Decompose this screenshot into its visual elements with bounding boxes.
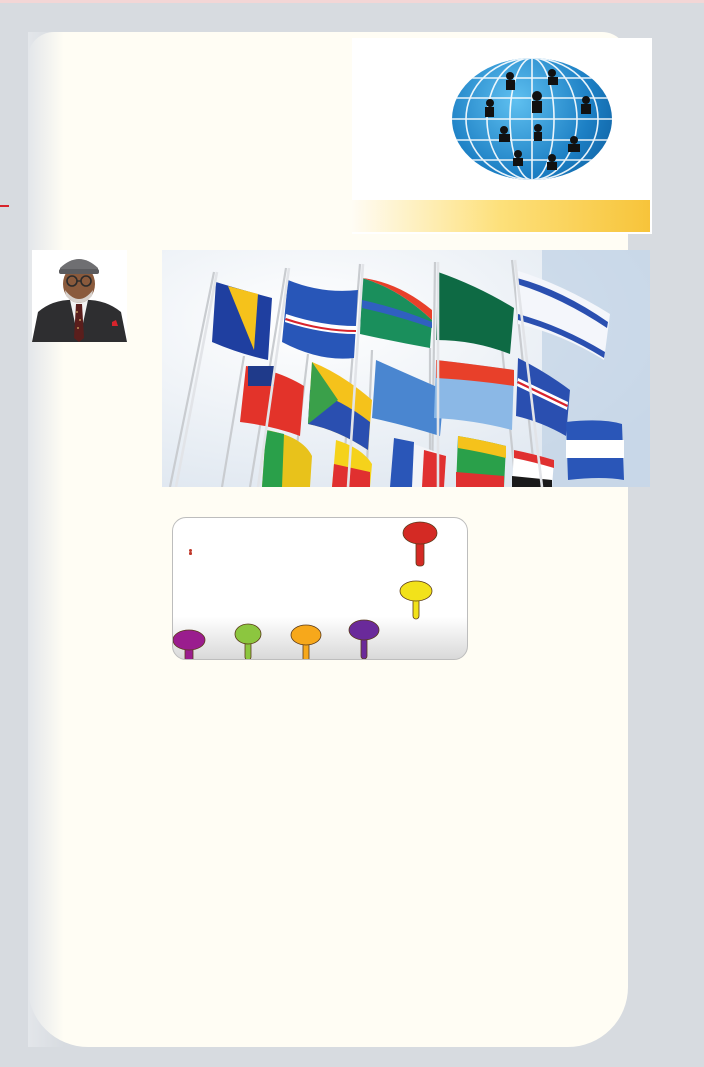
word-growth: [352, 68, 456, 83]
article-column-2: [172, 666, 312, 1034]
flags-photo: [162, 250, 650, 487]
pushpin-icons: [173, 518, 468, 660]
globalisation-graphic: [352, 38, 652, 234]
globalisation-banner: [352, 200, 650, 232]
what-is-a-concept-box: [172, 517, 468, 660]
article-column-1: [29, 522, 151, 1034]
top-rule: [0, 0, 704, 3]
word-technology: [352, 98, 456, 113]
word-communication: [352, 113, 456, 128]
word-culture: [352, 143, 456, 158]
red-tick-mark: [0, 205, 9, 207]
globe-icon: [452, 58, 612, 180]
author-photo: [32, 250, 127, 342]
concept-word-list: [352, 68, 456, 173]
article-column-3: [318, 666, 468, 1034]
word-science: [352, 83, 456, 98]
word-wealth: [352, 158, 456, 173]
word-environment: [352, 128, 456, 143]
